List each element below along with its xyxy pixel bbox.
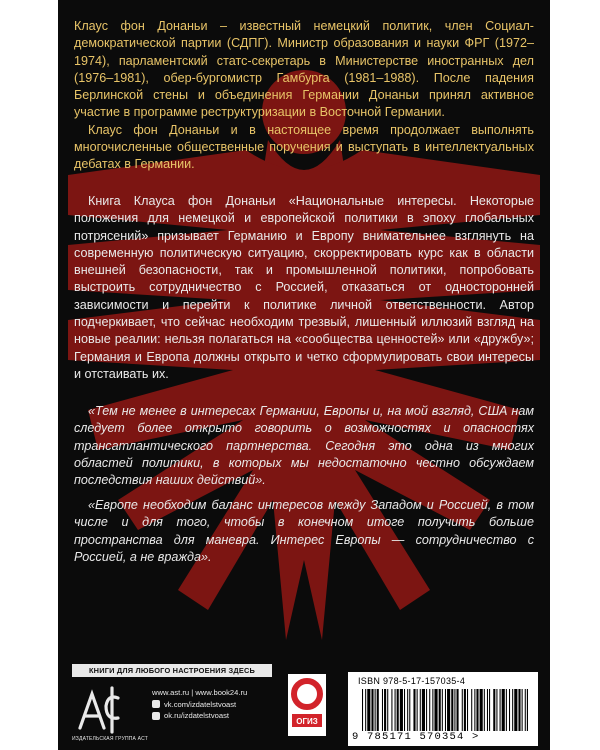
book-back-cover — [58, 0, 550, 750]
ogiz-ring-icon — [288, 674, 326, 736]
quote-block — [74, 497, 534, 566]
quote-text: «Тем не менее в интересах Германии, Европы и, на мой взгляд, США нам следует более открыто говорить о возможностях и опасностях трансатлантического партнерства. Сегодня это одна из многих областей политики, в которых мы недостаточно честно обсуждаем последствия наших действий». — [74, 404, 534, 488]
quote-text: «Европе необходим баланс интересов между Западом и Россией, в том числе и для того, чтобы в конечном итоге получить больше пространства для маневра. Интерес Европы — сотрудничество с Россией, а не вражда». — [74, 498, 534, 564]
vk-link-text: vk.com/izdatelstvoast — [164, 699, 237, 709]
website-link[interactable] — [152, 687, 247, 699]
ogiz-label: ОГИЗ — [296, 717, 318, 726]
barcode — [348, 672, 538, 746]
barcode-digits: 9 785171 570354 > — [352, 731, 480, 743]
author-biography — [74, 18, 534, 174]
bio-paragraph: Клаус фон Донаньи – известный немецкий политик, член Социал-демократической партии (СДПГ). Министр образования и науки ФРГ (1972–1974), парламентский статс-секретарь в Министерстве иностранных дел (1976–1981), обер-бургомистр Гамбурга (1981–1988). После падения Берлинской стены и объединения Германии Донаньи принял активное участие в программе реструктуризации в Восточной Германии. — [74, 19, 534, 120]
publisher-footer — [58, 648, 550, 750]
bio-paragraph: Клаус фон Донаньи и в настоящее время продолжает выполнять многочисленные общественные поручения и выступать в интеллектуальных дебатах в Германии. — [74, 122, 534, 172]
book-description — [74, 193, 534, 383]
website-link-text: www.ast.ru | www.book24.ru — [152, 688, 248, 697]
publisher-tagline: КНИГИ ДЛЯ ЛЮБОГО НАСТРОЕНИЯ ЗДЕСЬ — [72, 664, 272, 677]
isbn-text: ISBN 978-5-17-157035-4 — [358, 676, 466, 686]
publisher-links — [152, 687, 247, 722]
ast-logo — [72, 684, 130, 734]
ogiz-logo — [288, 674, 326, 736]
ast-caption: ИЗДАТЕЛЬСКАЯ ГРУППА АСТ — [72, 736, 148, 742]
quote-block — [74, 403, 534, 489]
vk-icon — [152, 700, 160, 708]
vk-link[interactable] — [152, 699, 247, 711]
barcode-bars — [362, 689, 528, 731]
ok-link[interactable] — [152, 710, 247, 722]
ok-icon — [152, 712, 160, 720]
ok-link-text: ok.ru/izdatelstvoast — [164, 711, 229, 720]
description-paragraph: Книга Клауса фон Донаньи «Национальные интересы. Некоторые положения для немецкой и европейской политики в эпоху глобальных потрясений» призывает Германию и Европу внимательнее взглянуть на современную политическую ситуацию, скорректировать курс как в области внешней безопасности, так и промышленной политики, попробовать выстроить сотрудничество с Россией, отказаться от односторонней зависимости и перейти к политике личной ответственности. Автор подчеркивает, что сейчас необходим трезвый, лишенный иллюзий взгляд на новые реалии: нельзя полагаться на «сообщества ценностей» или «дружбу»; Германия и Европа должны открыто и четко сформулировать свои интересы и отстаивать их. — [74, 194, 534, 381]
